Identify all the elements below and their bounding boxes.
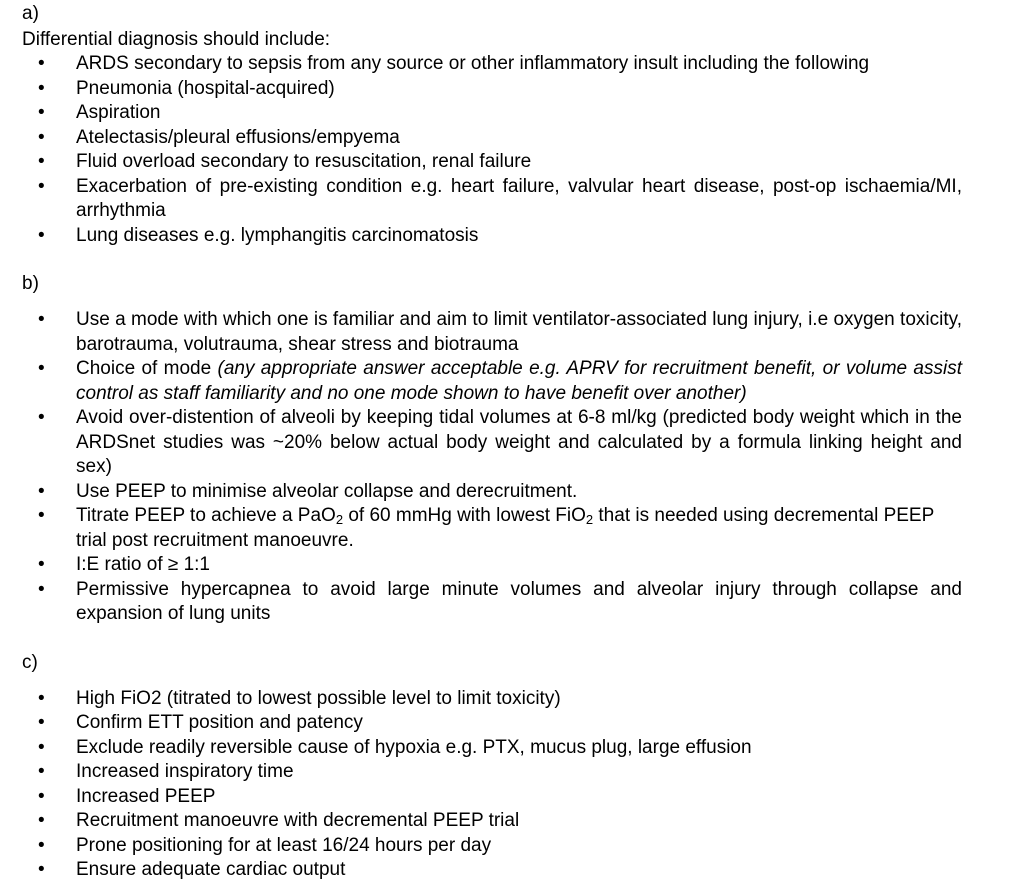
bullet-icon: • xyxy=(38,126,45,148)
bullet-icon: • xyxy=(38,810,45,831)
bullet-list xyxy=(22,308,962,627)
section-label: a) xyxy=(22,3,39,24)
list-item: • Increased inspiratory time xyxy=(22,760,962,785)
list-item: • Atelectasis/pleural effusions/empyema xyxy=(22,126,962,151)
bullet-icon: • xyxy=(38,309,45,330)
bullet-icon: • xyxy=(38,834,45,856)
document-body xyxy=(22,2,962,883)
list-item: • ARDS secondary to sepsis from any source or other inflammatory insult including the following xyxy=(22,52,962,77)
list-item: • Exacerbation of pre-existing condition e.g. heart failure, valvular heart disease, post-op ischaemia/MI, arrhythmia xyxy=(22,175,962,224)
list-item: • Recruitment manoeuvre with decremental PEEP trial xyxy=(22,809,962,834)
list-item: • Ensure adequate cardiac output xyxy=(22,858,962,883)
bullet-icon: • xyxy=(38,224,45,246)
list-item: • Use a mode with which one is familiar and aim to limit ventilator-associated lung injury, i.e oxygen toxicity, barotrauma, volutrauma, shear stress and biotrauma xyxy=(22,308,962,357)
bullet-icon: • xyxy=(38,407,45,428)
bullet-list xyxy=(22,52,962,248)
list-item: • Permissive hypercapnea to avoid large minute volumes and alveolar injury through collapse and expansion of lung units xyxy=(22,578,962,627)
list-item: • Exclude readily reversible cause of hypoxia e.g. PTX, mucus plug, large effusion xyxy=(22,736,962,761)
list-item: • Confirm ETT position and patency xyxy=(22,711,962,736)
bullet-icon: • xyxy=(38,687,45,709)
list-item: • Titrate PEEP to achieve a PaO$_2$ of 60 mmHg with lowest FiO$_2$ that is needed using decremental PEEP trial post recruitment manoeuvre. xyxy=(22,504,962,553)
bullet-list xyxy=(22,687,962,883)
list-item: • Fluid overload secondary to resuscitation, renal failure xyxy=(22,150,962,175)
bullet-icon: • xyxy=(38,554,45,575)
bullet-icon: • xyxy=(38,859,45,880)
bullet-icon: • xyxy=(38,712,45,733)
bullet-icon: • xyxy=(38,505,45,526)
bullet-icon: • xyxy=(38,151,45,172)
list-item: • Lung diseases e.g. lymphangitis carcinomatosis xyxy=(22,224,962,249)
list-item: • Aspiration xyxy=(22,101,962,126)
section-label: c) xyxy=(22,651,38,673)
section-a xyxy=(22,2,962,248)
list-item: • Increased PEEP xyxy=(22,785,962,810)
list-item: • Prone positioning for at least 16/24 hours per day xyxy=(22,834,962,859)
bullet-icon: • xyxy=(38,578,45,600)
list-item: • Avoid over-distention of alveoli by keeping tidal volumes at 6-8 ml/kg (predicted body weight which in the ARDSnet studies was ~20% below actual body weight and calculated by a formula linking height and sex) xyxy=(22,406,962,480)
bullet-icon: • xyxy=(38,53,45,74)
section-label: b) xyxy=(22,273,39,294)
list-item: • Pneumonia (hospital-acquired) xyxy=(22,77,962,102)
bullet-icon: • xyxy=(38,761,45,782)
section-c xyxy=(22,651,962,883)
section-b xyxy=(22,272,962,627)
bullet-icon: • xyxy=(38,480,45,502)
list-item: • Choice of mode (any appropriate answer acceptable e.g. APRV for recruitment benefit, or volume assist control as staff familiarity and no one mode shown to have benefit over another) xyxy=(22,357,962,406)
list-item: • Use PEEP to minimise alveolar collapse and derecruitment. xyxy=(22,480,962,505)
section-intro: Differential diagnosis should include: xyxy=(22,29,331,50)
list-item: • High FiO2 (titrated to lowest possible level to limit toxicity) xyxy=(22,687,962,712)
list-item: • I:E ratio of ≥ 1:1 xyxy=(22,553,962,578)
bullet-icon: • xyxy=(38,102,45,123)
bullet-icon: • xyxy=(38,358,45,379)
bullet-icon: • xyxy=(38,77,45,99)
bullet-icon: • xyxy=(38,785,45,807)
bullet-icon: • xyxy=(38,736,45,758)
bullet-icon: • xyxy=(38,175,45,197)
